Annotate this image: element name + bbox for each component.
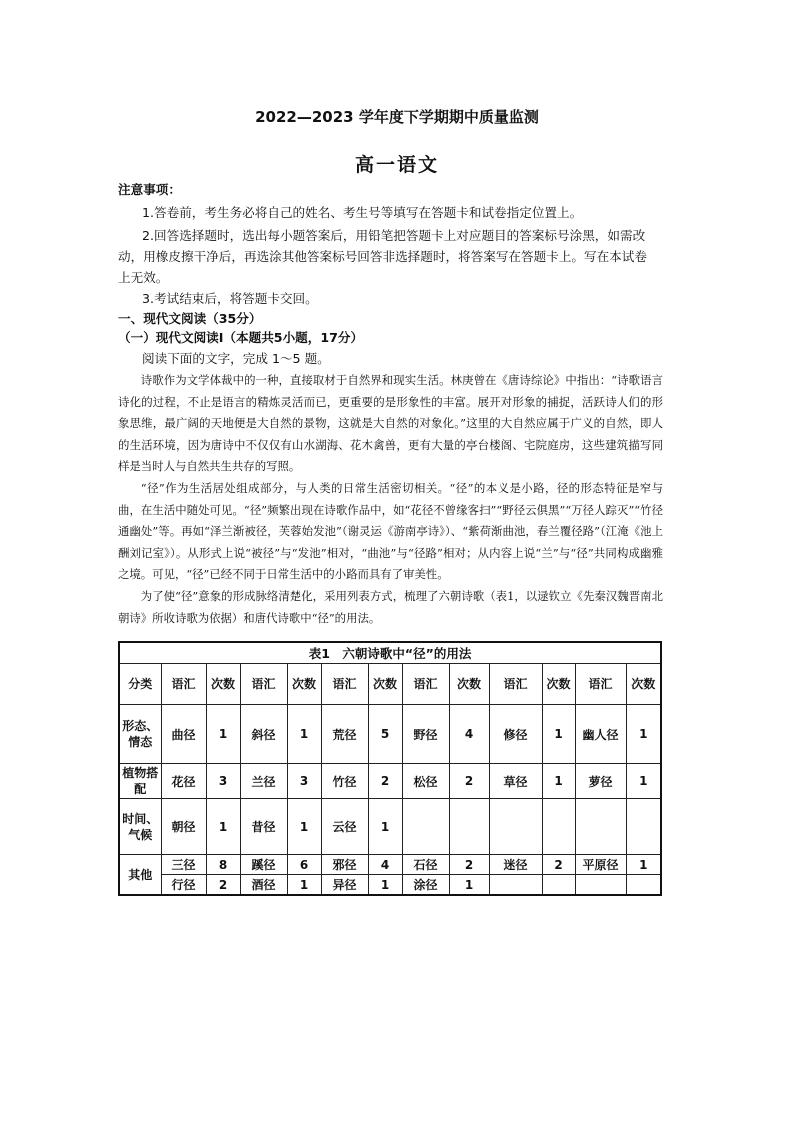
table-cell: 平原径 <box>575 855 626 875</box>
table-cell: 1 <box>626 855 661 875</box>
passage-paragraph-1: 诗歌作为文学体裁中的一种，直接取材于自然界和现实生活。林庚曾在《唐诗综论》中指出：“诗歌语言诗化的过程，不止是语言的精炼灵活而已，更重要的是形象性的丰富。展开对形象的捕捉，活跃诗人们的形象思维，最广阔的天地便是大自然的景物，这就是大自然的对象化。”这里的大自然应属于广义的自然，即人的生活环境，因为唐诗中不仅仅有山水湖海、花木禽兽，更有大量的亭台楼阁、宅院庭房，这些建筑描写同样是当时人与自然共生共存的写照。 <box>118 373 663 474</box>
table-row <box>119 705 661 764</box>
table-cell: 2 <box>542 855 575 875</box>
table-header: 语汇 <box>575 664 626 705</box>
table-cell: 1 <box>542 705 575 764</box>
table-cell: 草径 <box>489 764 542 799</box>
table-cell: 1 <box>287 799 321 855</box>
table-cell: 1 <box>368 799 402 855</box>
row-category: 形态、情态 <box>119 705 161 764</box>
table-cell: 2 <box>368 764 402 799</box>
table-caption: 表1 六朝诗歌中“径”的用法 <box>119 642 661 664</box>
table-cell: 1 <box>206 799 240 855</box>
exam-title: 2022—2023 学年度下学期期中质量监测 <box>255 108 539 126</box>
table-header: 次数 <box>449 664 489 705</box>
table-cell: 昔径 <box>240 799 287 855</box>
table-cell: 云径 <box>321 799 368 855</box>
table-cell: 3 <box>206 764 240 799</box>
table-cell <box>489 799 542 855</box>
subsection-heading: （一）现代文阅读Ⅰ（本题共5小题，17分） <box>118 330 364 345</box>
note-item-2: 2.回答选择题时，选出每小题答案后，用铅笔把答题卡上对应题目的答案标号涂黑，如需改 <box>142 228 646 243</box>
table-cell: 荒径 <box>321 705 368 764</box>
table-header: 语汇 <box>240 664 287 705</box>
table-cell: 竹径 <box>321 764 368 799</box>
table-cell <box>626 875 661 896</box>
note-item-1: 1.答卷前，考生务必将自己的姓名、考生号等填写在答题卡和试卷指定位置上。 <box>142 205 583 220</box>
table-cell: 野径 <box>402 705 449 764</box>
passage-paragraph-3: 为了使“径”意象的形成脉络清楚化，采用列表方式，梳理了六朝诗歌（表1，以逯钦立《先秦汉魏晋南北朝诗》所收诗歌为依据）和唐代诗歌中“径”的用法。 <box>118 588 663 625</box>
table-cell: 8 <box>206 855 240 875</box>
notes-heading: 注意事项： <box>118 182 181 197</box>
table-cell: 三径 <box>161 855 206 875</box>
table-cell <box>626 799 661 855</box>
table-header: 语汇 <box>402 664 449 705</box>
table-row <box>119 855 661 875</box>
table-cell: 涂径 <box>402 875 449 896</box>
table-cell <box>489 875 542 896</box>
table-header-row <box>119 664 661 705</box>
table-cell: 兰径 <box>240 764 287 799</box>
table-cell: 朝径 <box>161 799 206 855</box>
table-cell: 松径 <box>402 764 449 799</box>
table-header: 次数 <box>626 664 661 705</box>
table-cell: 1 <box>626 705 661 764</box>
table-header: 次数 <box>206 664 240 705</box>
table-cell: 1 <box>287 875 321 896</box>
table-cell: 异径 <box>321 875 368 896</box>
table-cell: 4 <box>449 705 489 764</box>
table-header: 语汇 <box>489 664 542 705</box>
table-header: 次数 <box>368 664 402 705</box>
table-cell: 5 <box>368 705 402 764</box>
table-cell: 1 <box>368 875 402 896</box>
table-cell: 2 <box>449 855 489 875</box>
table-cell: 行径 <box>161 875 206 896</box>
table-cell: 4 <box>368 855 402 875</box>
table-cell <box>542 799 575 855</box>
table-cell: 石径 <box>402 855 449 875</box>
table-cell: 斜径 <box>240 705 287 764</box>
table-cell: 1 <box>626 764 661 799</box>
table-cell: 1 <box>287 705 321 764</box>
note-item-2-end: 上无效。 <box>118 270 169 285</box>
table-cell: 2 <box>206 875 240 896</box>
table-header: 次数 <box>542 664 575 705</box>
table-cell: 蹊径 <box>240 855 287 875</box>
note-item-2-cont: 动，用橡皮擦干净后，再选涂其他答案标号回答非选择题时，将答案写在答题卡上。写在本试卷 <box>118 249 647 264</box>
table-header: 语汇 <box>161 664 206 705</box>
passage <box>118 370 663 629</box>
table-cell <box>402 799 449 855</box>
table-cell: 花径 <box>161 764 206 799</box>
table-cell: 2 <box>449 764 489 799</box>
table-cell: 修径 <box>489 705 542 764</box>
row-category: 其他 <box>119 855 161 896</box>
table-cell: 6 <box>287 855 321 875</box>
row-category: 植物搭配 <box>119 764 161 799</box>
table-cell <box>449 799 489 855</box>
subject-title: 高一语文 <box>354 154 439 176</box>
table-cell: 萝径 <box>575 764 626 799</box>
table-header: 次数 <box>287 664 321 705</box>
row-category: 时间、气候 <box>119 799 161 855</box>
table-cell <box>542 875 575 896</box>
reading-instruction: 阅读下面的文字，完成 1～5 题。 <box>142 351 330 366</box>
passage-paragraph-2: “径”作为生活居处组成部分，与人类的日常生活密切相关。“径”的本义是小路，径的形态特征是窄与曲，在生活中随处可见。“径”频繁出现在诗歌作品中，如“花径不曾缘客扫”“野径云俱黑”“万径人踪灭”“竹径通幽处”等。再如“泽兰渐被径，芙蓉始发池”（谢灵运《游南亭诗》）、“紫荷渐曲池，春兰覆径路”（江淹《池上酬刘记室》）。从形式上说“被径”与“发池”相对，“曲池”与“径路”相对；从内容上说“兰”与“径”共同构成幽雅之境。可见，“径”已经不同于日常生活中的小路而具有了审美性。 <box>118 480 663 582</box>
table-cell <box>575 799 626 855</box>
table-cell: 邪径 <box>321 855 368 875</box>
section-heading: 一、现代文阅读（35分） <box>118 311 262 326</box>
table-cell: 迷径 <box>489 855 542 875</box>
table-cell: 曲径 <box>161 705 206 764</box>
table-cell: 1 <box>542 764 575 799</box>
table-cell <box>575 875 626 896</box>
table-header: 语汇 <box>321 664 368 705</box>
note-item-3: 3.考试结束后，将答题卡交回。 <box>142 291 318 306</box>
table-cell: 1 <box>206 705 240 764</box>
table-cell: 3 <box>287 764 321 799</box>
table-row <box>119 799 661 855</box>
table-cell: 1 <box>449 875 489 896</box>
usage-table <box>118 641 662 896</box>
table-header: 分类 <box>119 664 161 705</box>
table-row <box>119 875 661 896</box>
table-cell: 酒径 <box>240 875 287 896</box>
table-row <box>119 764 661 799</box>
table-cell: 幽人径 <box>575 705 626 764</box>
